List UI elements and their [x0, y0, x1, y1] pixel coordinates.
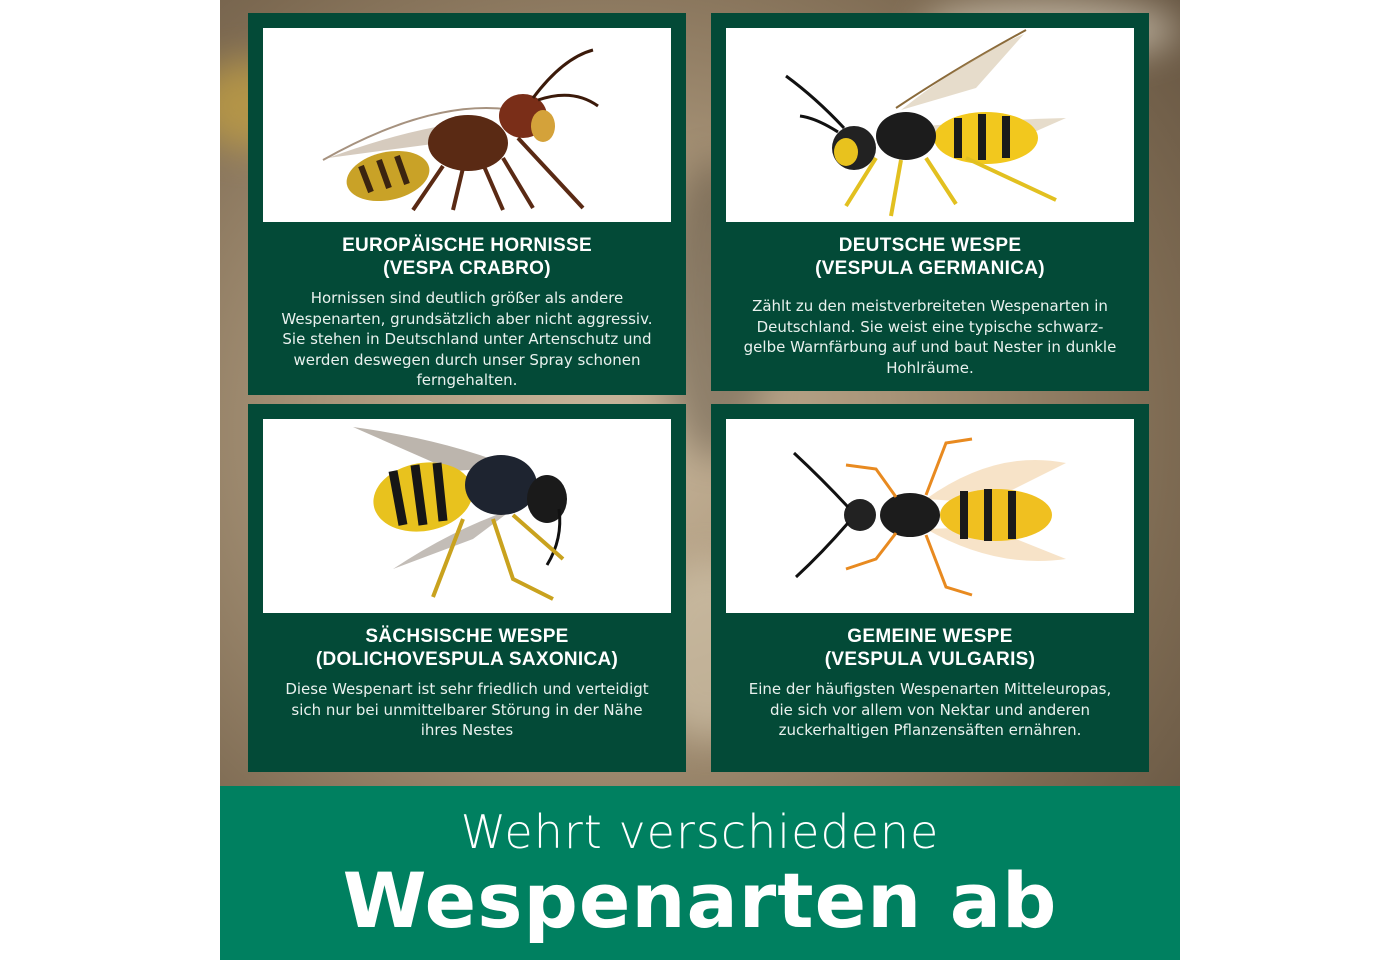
species-description: Hornissen sind deutlich größer als andere Wespenarten, grundsätzlich aber nicht aggressiv. Sie stehen in Deutschland unter Artenschutz und werden deswegen durch unser Spray schonen ferngehalten.	[281, 289, 653, 389]
species-card-saxon-wasp	[248, 404, 686, 772]
species-card-common-wasp	[711, 404, 1149, 772]
german-wasp-photo	[726, 28, 1134, 222]
species-title: EUROPÄISCHE HORNISSE (VESPA CRABRO)	[342, 235, 592, 279]
common-wasp-illustration	[726, 419, 1134, 613]
species-description: Zählt zu den meistverbreiteten Wespenarten in Deutschland. Sie weist eine typische schwarz-gelbe Warnfärbung auf und baut Nester in dunkle Hohlräume.	[743, 297, 1117, 377]
infographic-canvas	[220, 0, 1180, 960]
saxon-wasp-illustration	[263, 419, 671, 613]
species-card-hornet	[248, 13, 686, 395]
headline-line-1: Wehrt verschiedene	[460, 805, 940, 859]
species-description: Eine der häufigsten Wespenarten Mitteleuropas, die sich vor allem von Nektar und anderen zuckerhaltigen Pflanzensäften ernähren.	[748, 680, 1112, 739]
species-card-german-wasp	[711, 13, 1149, 391]
headline-line-2: Wespenarten ab	[342, 856, 1058, 945]
german-wasp-illustration	[726, 28, 1134, 222]
common-wasp-photo	[726, 419, 1134, 613]
species-title: GEMEINE WESPE (VESPULA VULGARIS)	[824, 626, 1036, 670]
headline-banner	[220, 786, 1180, 960]
species-title: DEUTSCHE WESPE (VESPULA GERMANICA)	[815, 235, 1045, 279]
species-description: Diese Wespenart ist sehr friedlich und verteidigt sich nur bei unmittelbarer Störung in der Nähe ihres Nestes	[285, 680, 649, 739]
hornet-photo	[263, 28, 671, 222]
saxon-wasp-photo	[263, 419, 671, 613]
species-title: SÄCHSISCHE WESPE (DOLICHOVESPULA SAXONICA)	[315, 626, 619, 670]
hornet-illustration	[263, 28, 671, 222]
